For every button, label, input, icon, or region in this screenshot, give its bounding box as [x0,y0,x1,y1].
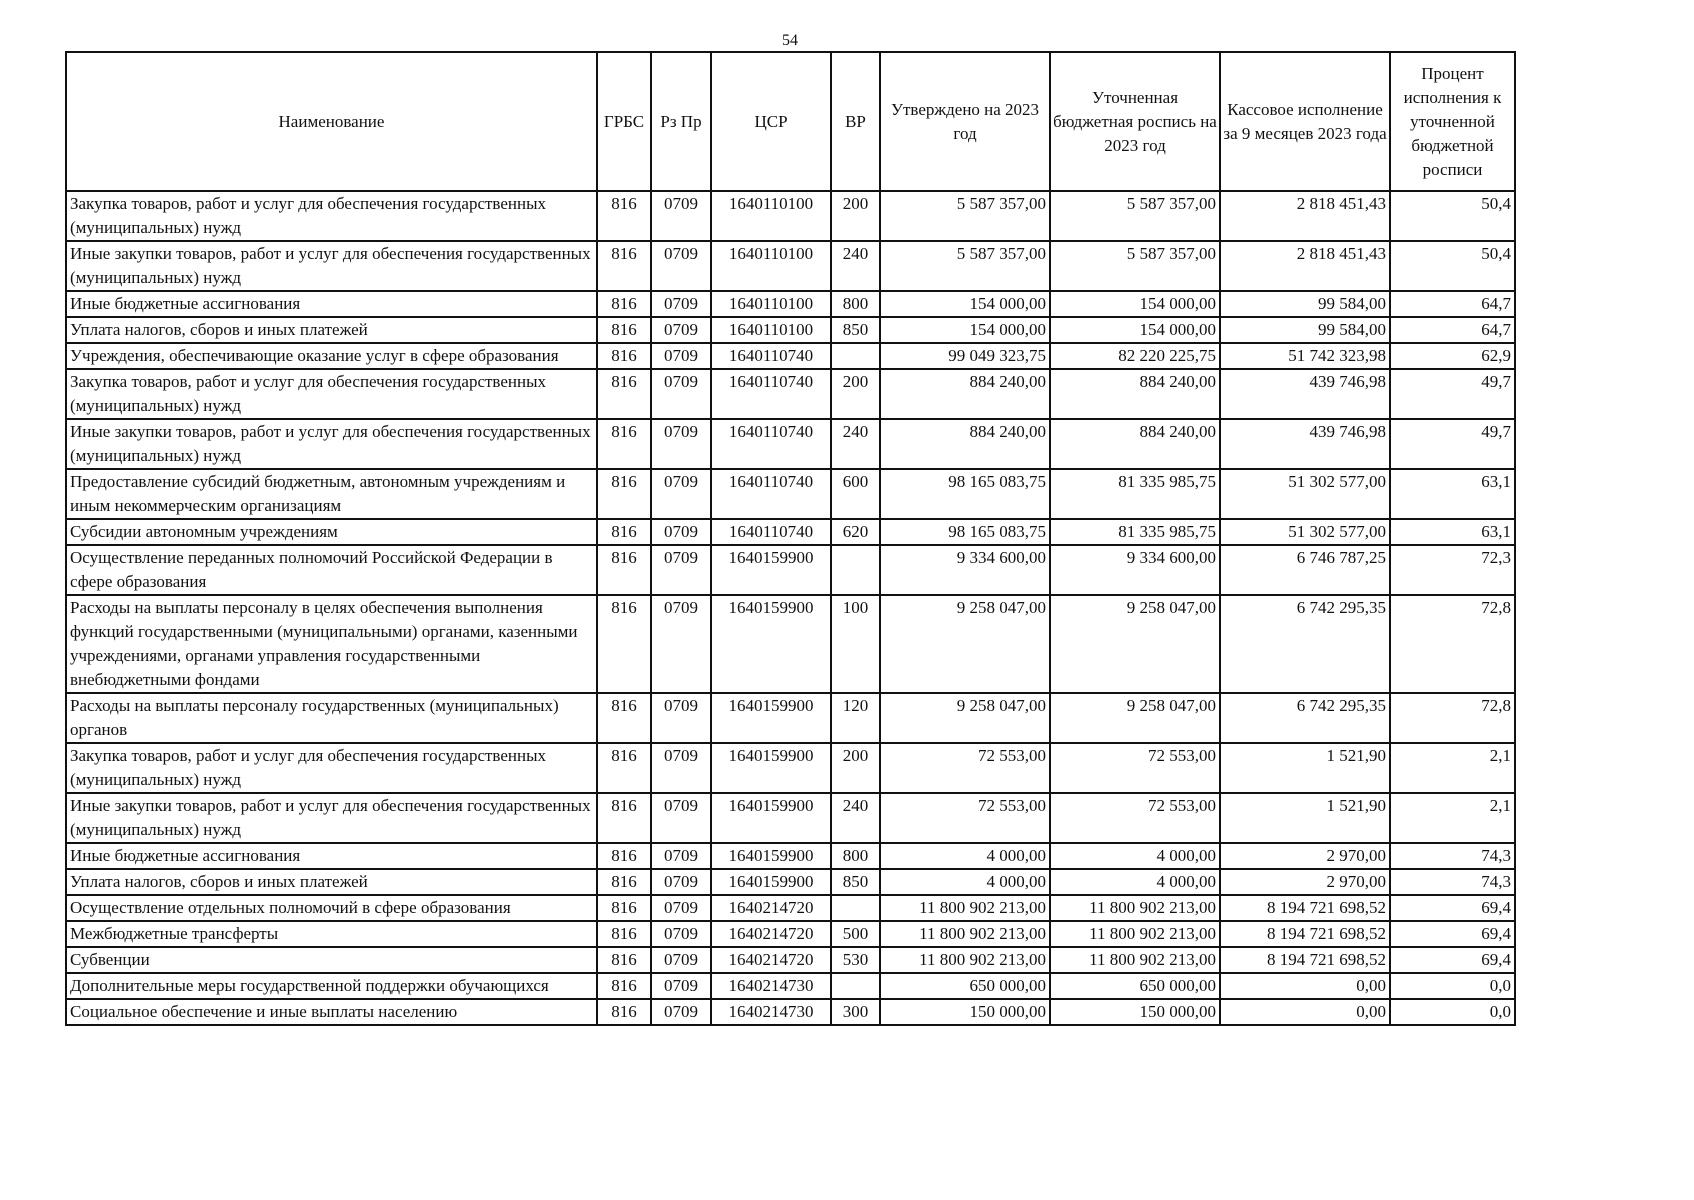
cell-csr: 1640159900 [711,793,831,843]
cell-csr: 1640110100 [711,291,831,317]
cell-rzpr: 0709 [651,793,711,843]
cell-vr: 100 [831,595,880,693]
cell-name: Учреждения, обеспечивающие оказание услуг в сфере образования [66,343,597,369]
cell-rzpr: 0709 [651,317,711,343]
cell-approved: 72 553,00 [880,793,1050,843]
cell-percent: 0,0 [1390,999,1515,1025]
cell-percent: 64,7 [1390,317,1515,343]
table-row [66,545,1515,595]
cell-vr: 240 [831,793,880,843]
cell-percent: 69,4 [1390,895,1515,921]
cell-percent: 63,1 [1390,469,1515,519]
cell-approved: 5 587 357,00 [880,191,1050,241]
cell-cash: 99 584,00 [1220,291,1390,317]
cell-vr [831,973,880,999]
cell-name: Закупка товаров, работ и услуг для обеспечения государственных (муниципальных) нужд [66,743,597,793]
cell-cash: 6 742 295,35 [1220,595,1390,693]
cell-refined: 5 587 357,00 [1050,191,1220,241]
cell-name: Расходы на выплаты персоналу в целях обеспечения выполнения функций государственными (муниципальными) органами, казенными учреждениями, органами управления государственными внебюджетными фондами [66,595,597,693]
cell-grbs: 816 [597,469,651,519]
cell-csr: 1640159900 [711,869,831,895]
cell-refined: 72 553,00 [1050,743,1220,793]
cell-name: Субвенции [66,947,597,973]
cell-refined: 4 000,00 [1050,843,1220,869]
cell-rzpr: 0709 [651,369,711,419]
table-row [66,519,1515,545]
cell-approved: 9 334 600,00 [880,545,1050,595]
cell-cash: 51 302 577,00 [1220,469,1390,519]
cell-csr: 1640214720 [711,895,831,921]
cell-rzpr: 0709 [651,743,711,793]
cell-rzpr: 0709 [651,999,711,1025]
table-row [66,241,1515,291]
table-row [66,419,1515,469]
table-row [66,973,1515,999]
cell-percent: 49,7 [1390,419,1515,469]
cell-refined: 9 258 047,00 [1050,693,1220,743]
cell-rzpr: 0709 [651,921,711,947]
cell-approved: 154 000,00 [880,291,1050,317]
cell-vr: 600 [831,469,880,519]
cell-refined: 884 240,00 [1050,419,1220,469]
cell-percent: 69,4 [1390,921,1515,947]
cell-vr: 800 [831,843,880,869]
cell-name: Осуществление отдельных полномочий в сфере образования [66,895,597,921]
cell-percent: 72,8 [1390,595,1515,693]
cell-approved: 72 553,00 [880,743,1050,793]
cell-name: Иные закупки товаров, работ и услуг для обеспечения государственных (муниципальных) нужд [66,419,597,469]
cell-vr: 200 [831,369,880,419]
cell-approved: 650 000,00 [880,973,1050,999]
cell-refined: 82 220 225,75 [1050,343,1220,369]
cell-approved: 9 258 047,00 [880,693,1050,743]
cell-approved: 11 800 902 213,00 [880,895,1050,921]
cell-approved: 9 258 047,00 [880,595,1050,693]
cell-rzpr: 0709 [651,693,711,743]
cell-approved: 11 800 902 213,00 [880,947,1050,973]
cell-csr: 1640159900 [711,743,831,793]
cell-rzpr: 0709 [651,343,711,369]
cell-csr: 1640159900 [711,843,831,869]
cell-grbs: 816 [597,895,651,921]
cell-vr [831,545,880,595]
table-row [66,999,1515,1025]
cell-vr: 200 [831,191,880,241]
cell-percent: 49,7 [1390,369,1515,419]
cell-cash: 2 818 451,43 [1220,241,1390,291]
cell-csr: 1640110100 [711,191,831,241]
cell-name: Иные бюджетные ассигнования [66,291,597,317]
cell-rzpr: 0709 [651,595,711,693]
cell-cash: 51 742 323,98 [1220,343,1390,369]
header-cash: Кассовое исполнение за 9 месяцев 2023 года [1220,52,1390,191]
cell-grbs: 816 [597,793,651,843]
cell-refined: 81 335 985,75 [1050,519,1220,545]
cell-refined: 9 258 047,00 [1050,595,1220,693]
cell-rzpr: 0709 [651,973,711,999]
cell-rzpr: 0709 [651,191,711,241]
cell-csr: 1640110740 [711,469,831,519]
cell-approved: 884 240,00 [880,369,1050,419]
cell-vr: 240 [831,419,880,469]
cell-percent: 72,3 [1390,545,1515,595]
cell-refined: 81 335 985,75 [1050,469,1220,519]
cell-grbs: 816 [597,973,651,999]
cell-vr: 620 [831,519,880,545]
cell-csr: 1640214730 [711,973,831,999]
cell-cash: 6 746 787,25 [1220,545,1390,595]
cell-csr: 1640110100 [711,241,831,291]
cell-csr: 1640110740 [711,419,831,469]
cell-approved: 4 000,00 [880,843,1050,869]
cell-percent: 0,0 [1390,973,1515,999]
table-row [66,895,1515,921]
header-refined: Уточненная бюджетная роспись на 2023 год [1050,52,1220,191]
table-row [66,595,1515,693]
cell-percent: 62,9 [1390,343,1515,369]
table-row [66,291,1515,317]
cell-name: Субсидии автономным учреждениям [66,519,597,545]
cell-vr: 300 [831,999,880,1025]
cell-grbs: 816 [597,921,651,947]
cell-grbs: 816 [597,369,651,419]
cell-name: Иные закупки товаров, работ и услуг для обеспечения государственных (муниципальных) нужд [66,241,597,291]
cell-csr: 1640110100 [711,317,831,343]
cell-rzpr: 0709 [651,241,711,291]
cell-rzpr: 0709 [651,947,711,973]
table-row [66,843,1515,869]
cell-rzpr: 0709 [651,895,711,921]
cell-cash: 8 194 721 698,52 [1220,921,1390,947]
table-row [66,343,1515,369]
cell-refined: 11 800 902 213,00 [1050,921,1220,947]
cell-csr: 1640214720 [711,947,831,973]
cell-cash: 99 584,00 [1220,317,1390,343]
budget-table [65,51,1516,1026]
cell-name: Дополнительные меры государственной поддержки обучающихся [66,973,597,999]
cell-cash: 51 302 577,00 [1220,519,1390,545]
cell-percent: 50,4 [1390,241,1515,291]
cell-approved: 150 000,00 [880,999,1050,1025]
cell-cash: 1 521,90 [1220,793,1390,843]
cell-grbs: 816 [597,519,651,545]
header-name: Наименование [66,52,597,191]
cell-rzpr: 0709 [651,419,711,469]
cell-name: Закупка товаров, работ и услуг для обеспечения государственных (муниципальных) нужд [66,191,597,241]
table-row [66,693,1515,743]
cell-name: Закупка товаров, работ и услуг для обеспечения государственных (муниципальных) нужд [66,369,597,419]
cell-grbs: 816 [597,999,651,1025]
cell-refined: 4 000,00 [1050,869,1220,895]
cell-csr: 1640214730 [711,999,831,1025]
cell-refined: 9 334 600,00 [1050,545,1220,595]
cell-refined: 650 000,00 [1050,973,1220,999]
table-row [66,921,1515,947]
header-vr: ВР [831,52,880,191]
cell-percent: 2,1 [1390,793,1515,843]
cell-cash: 2 970,00 [1220,843,1390,869]
cell-grbs: 816 [597,843,651,869]
cell-name: Социальное обеспечение и иные выплаты населению [66,999,597,1025]
cell-rzpr: 0709 [651,545,711,595]
cell-rzpr: 0709 [651,843,711,869]
cell-refined: 150 000,00 [1050,999,1220,1025]
cell-refined: 11 800 902 213,00 [1050,947,1220,973]
cell-vr: 530 [831,947,880,973]
cell-approved: 884 240,00 [880,419,1050,469]
cell-refined: 154 000,00 [1050,291,1220,317]
cell-vr: 200 [831,743,880,793]
cell-name: Иные закупки товаров, работ и услуг для обеспечения государственных (муниципальных) нужд [66,793,597,843]
table-row [66,317,1515,343]
cell-grbs: 816 [597,291,651,317]
page-number: 54 [782,32,798,49]
cell-cash: 2 970,00 [1220,869,1390,895]
cell-approved: 99 049 323,75 [880,343,1050,369]
cell-cash: 8 194 721 698,52 [1220,895,1390,921]
cell-cash: 8 194 721 698,52 [1220,947,1390,973]
cell-refined: 72 553,00 [1050,793,1220,843]
table-row [66,743,1515,793]
cell-name: Расходы на выплаты персоналу государственных (муниципальных) органов [66,693,597,743]
header-approved: Утверждено на 2023 год [880,52,1050,191]
cell-approved: 98 165 083,75 [880,519,1050,545]
cell-csr: 1640110740 [711,343,831,369]
cell-vr: 120 [831,693,880,743]
cell-grbs: 816 [597,191,651,241]
table-header-row [66,52,1515,191]
table-row [66,947,1515,973]
cell-percent: 2,1 [1390,743,1515,793]
cell-grbs: 816 [597,947,651,973]
cell-name: Предоставление субсидий бюджетным, автономным учреждениям и иным некоммерческим организациям [66,469,597,519]
cell-csr: 1640159900 [711,693,831,743]
cell-percent: 63,1 [1390,519,1515,545]
cell-name: Уплата налогов, сборов и иных платежей [66,869,597,895]
cell-percent: 69,4 [1390,947,1515,973]
cell-cash: 2 818 451,43 [1220,191,1390,241]
cell-csr: 1640214720 [711,921,831,947]
table-row [66,469,1515,519]
cell-percent: 74,3 [1390,843,1515,869]
cell-percent: 64,7 [1390,291,1515,317]
cell-rzpr: 0709 [651,469,711,519]
cell-vr: 800 [831,291,880,317]
cell-grbs: 816 [597,419,651,469]
table-row [66,869,1515,895]
cell-name: Межбюджетные трансферты [66,921,597,947]
header-rzpr: Рз Пр [651,52,711,191]
cell-grbs: 816 [597,343,651,369]
cell-vr: 500 [831,921,880,947]
cell-approved: 4 000,00 [880,869,1050,895]
cell-cash: 439 746,98 [1220,369,1390,419]
cell-approved: 11 800 902 213,00 [880,921,1050,947]
cell-vr [831,895,880,921]
header-csr: ЦСР [711,52,831,191]
cell-refined: 11 800 902 213,00 [1050,895,1220,921]
cell-approved: 98 165 083,75 [880,469,1050,519]
cell-name: Осуществление переданных полномочий Российской Федерации в сфере образования [66,545,597,595]
cell-cash: 0,00 [1220,999,1390,1025]
table-row [66,793,1515,843]
cell-vr: 850 [831,869,880,895]
cell-grbs: 816 [597,869,651,895]
cell-rzpr: 0709 [651,869,711,895]
cell-rzpr: 0709 [651,291,711,317]
header-percent: Процент исполнения к уточненной бюджетной росписи [1390,52,1515,191]
cell-percent: 72,8 [1390,693,1515,743]
cell-rzpr: 0709 [651,519,711,545]
cell-grbs: 816 [597,595,651,693]
header-grbs: ГРБС [597,52,651,191]
cell-vr: 240 [831,241,880,291]
cell-cash: 439 746,98 [1220,419,1390,469]
cell-vr: 850 [831,317,880,343]
cell-name: Иные бюджетные ассигнования [66,843,597,869]
cell-cash: 0,00 [1220,973,1390,999]
cell-grbs: 816 [597,317,651,343]
cell-name: Уплата налогов, сборов и иных платежей [66,317,597,343]
table-row [66,191,1515,241]
cell-vr [831,343,880,369]
cell-cash: 1 521,90 [1220,743,1390,793]
cell-cash: 6 742 295,35 [1220,693,1390,743]
cell-refined: 154 000,00 [1050,317,1220,343]
cell-grbs: 816 [597,743,651,793]
cell-percent: 50,4 [1390,191,1515,241]
cell-csr: 1640159900 [711,545,831,595]
cell-grbs: 816 [597,545,651,595]
table-row [66,369,1515,419]
cell-grbs: 816 [597,693,651,743]
cell-csr: 1640110740 [711,369,831,419]
cell-refined: 884 240,00 [1050,369,1220,419]
cell-approved: 5 587 357,00 [880,241,1050,291]
cell-percent: 74,3 [1390,869,1515,895]
cell-grbs: 816 [597,241,651,291]
cell-approved: 154 000,00 [880,317,1050,343]
cell-csr: 1640159900 [711,595,831,693]
cell-csr: 1640110740 [711,519,831,545]
cell-refined: 5 587 357,00 [1050,241,1220,291]
